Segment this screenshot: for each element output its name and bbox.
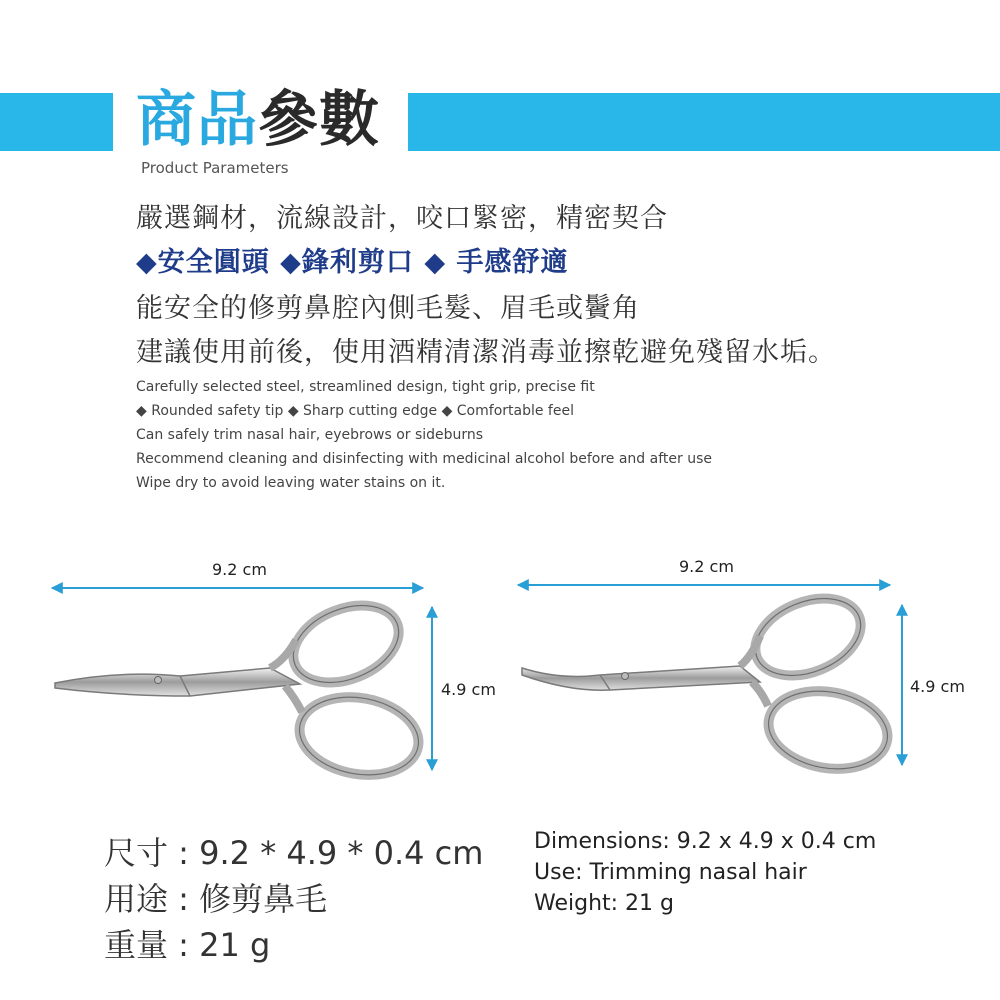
page-subtitle: Product Parameters bbox=[141, 159, 289, 177]
right-height-label: 4.9 cm bbox=[910, 677, 965, 696]
en-description-line-5: Wipe dry to avoid leaving water stains on it. bbox=[136, 475, 446, 491]
spec-en-weight: Weight: 21 g bbox=[534, 891, 675, 916]
spec-zh-weight: 重量 : 21 g bbox=[104, 926, 271, 964]
right-width-label: 9.2 cm bbox=[679, 557, 734, 576]
zh-description-line-3: 能安全的修剪鼻腔內側毛髮、眉毛或鬢角 bbox=[136, 293, 640, 324]
spec-zh-use: 用途 : 修剪鼻毛 bbox=[104, 880, 328, 918]
spec-en-size: Dimensions: 9.2 x 4.9 x 0.4 cm bbox=[534, 829, 877, 854]
zh-description-line-4: 建議使用前後，使用酒精清潔消毒並擦乾避免殘留水垢。 bbox=[136, 337, 836, 368]
title-part-2: 參數 bbox=[258, 85, 380, 155]
en-feature-line: ◆ Rounded safety tip ◆ Sharp cutting edge ◆ Comfortable feel bbox=[136, 403, 574, 419]
zh-feature-line: ◆安全圓頭 ◆鋒利剪口 ◆ 手感舒適 bbox=[136, 247, 569, 278]
en-description-line-3: Can safely trim nasal hair, eyebrows or sideburns bbox=[136, 427, 484, 443]
en-description-line-4: Recommend cleaning and disinfecting with medicinal alcohol before and after use bbox=[136, 451, 712, 467]
spec-zh-size: 尺寸 : 9.2 * 4.9 * 0.4 cm bbox=[104, 834, 484, 872]
title-part-1: 商品 bbox=[136, 85, 258, 155]
zh-description-line-1: 嚴選鋼材，流線設計，咬口緊密，精密契合 bbox=[136, 203, 668, 234]
left-height-label: 4.9 cm bbox=[441, 680, 496, 699]
en-description-line-1: Carefully selected steel, streamlined design, tight grip, precise fit bbox=[136, 379, 595, 395]
right-scissors-image bbox=[522, 584, 894, 778]
left-width-label: 9.2 cm bbox=[212, 560, 267, 579]
left-scissors-image bbox=[55, 591, 425, 784]
spec-en-use: Use: Trimming nasal hair bbox=[534, 860, 807, 885]
